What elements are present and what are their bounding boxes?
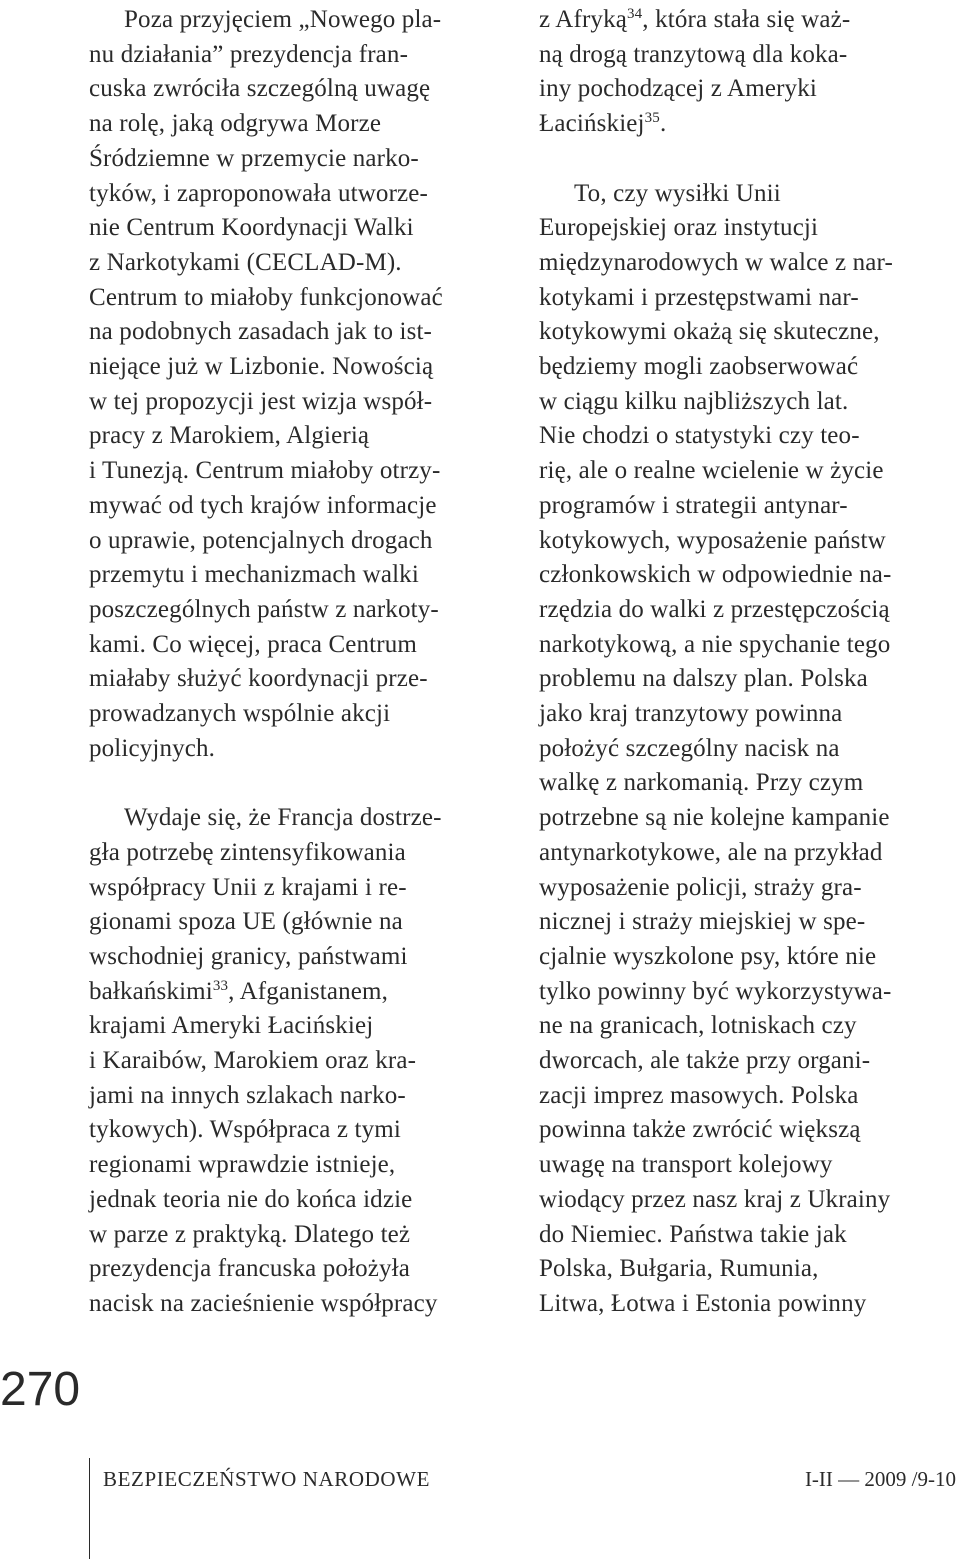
text-line: Polska, Bułgaria, Rumunia, — [539, 1255, 819, 1283]
text-line: powinna także zwrócić większą — [539, 1116, 861, 1144]
text-line: narkotykową, a nie spychanie tego — [539, 630, 891, 658]
text-line: i Karaibów, Marokiem oraz kra- — [89, 1047, 417, 1075]
paragraph-gap — [89, 766, 509, 801]
text-line: przemytu i mechanizmach walki — [89, 561, 419, 589]
text-line: programów i strategii antynar- — [539, 491, 848, 519]
footnote-ref-35[interactable]: 35 — [644, 110, 660, 127]
text-line: na rolę, jaką odgrywa Morze — [89, 110, 382, 138]
text-line: wiodący przez nasz kraj z Ukrainy — [539, 1185, 891, 1213]
text-line: nacisk na zacieśnienie współpracy — [89, 1290, 438, 1317]
text-line: tylko powinny być wykorzystywa- — [539, 977, 892, 1005]
text-line: walkę z narkomanią. Przy czym — [539, 769, 864, 797]
page-number: 270 — [0, 1363, 81, 1416]
text-line: rię, ale o realne wcielenie w życie — [539, 457, 884, 485]
text-line: mywać od tych krajów informacje — [89, 491, 437, 519]
text-line: Poza przyjęciem „Nowego pla- — [124, 6, 442, 33]
text-line: niejące już w Lizbonie. Nowością — [89, 353, 434, 381]
text-line: współpracy Unii z krajami i re- — [89, 873, 407, 901]
text-line: problemu na dalszy plan. Polska — [539, 665, 868, 693]
text-line: w ciągu kilku najbliższych lat. — [539, 387, 849, 415]
text-line: do Niemiec. Państwa takie jak — [539, 1220, 847, 1248]
text-line: ne na granicach, lotniskach czy — [539, 1012, 857, 1040]
text-line: kotykami i przestępstwami nar- — [539, 283, 859, 311]
text-line: kami. Co więcej, praca Centrum — [89, 630, 417, 658]
text-line: regionami wprawdzie istnieje, — [89, 1151, 396, 1179]
text-line: Wydaje się, że Francja dostrze- — [124, 804, 442, 832]
text-line: kotykowymi okażą się skuteczne, — [539, 318, 880, 346]
text-line: gła potrzebę zintensyfikowania — [89, 838, 406, 866]
text-fragment: , która stała się waż- — [642, 6, 851, 33]
text-line: cjalnie wyszkolone psy, które nie — [539, 942, 877, 970]
text-line: rzędzia do walki z przestępczością — [539, 595, 890, 623]
text-line: prowadzanych wspólnie akcji — [89, 700, 391, 728]
text-line: potrzebne są nie kolejne kampanie — [539, 804, 890, 832]
text-line: nie Centrum Koordynacji Walki — [89, 214, 414, 242]
text-line: w tej propozycji jest wizja współ- — [89, 387, 433, 415]
left-column — [89, 0, 509, 1322]
text-line: członkowskich w odpowiednie na- — [539, 561, 892, 589]
footer-issue: I-II — 2009 /9-10 — [804, 1467, 956, 1491]
text-line: antynarkotykowe, ale na przykład — [539, 838, 883, 866]
paragraph-gap — [539, 142, 960, 177]
text-line: jami na innych szlakach narko- — [89, 1081, 406, 1109]
text-line: wschodniej granicy, państwami — [89, 942, 408, 970]
text-line: będziemy mogli zaobserwować — [539, 353, 859, 381]
text-fragment: bałkańskimi — [89, 977, 213, 1005]
text-fragment: . — [659, 110, 667, 138]
text-line: policyjnych. — [89, 734, 216, 762]
text-line: Centrum to miałoby funkcjonować — [89, 283, 443, 311]
text-line: iny pochodzącej z Ameryki — [539, 75, 817, 103]
text-line: poszczególnych państw z narkoty- — [89, 595, 439, 623]
text-line: cuska zwróciła szczególną uwagę — [89, 75, 431, 103]
footer-journal-title: BEZPIECZEŃSTWO NARODOWE — [103, 1467, 431, 1491]
text-line: nicznej i straży miejskiej w spe- — [539, 908, 866, 936]
text-fragment: Łacińskiej — [539, 110, 645, 138]
text-fragment: , Afganistanem, — [228, 977, 389, 1005]
footnote-ref-33[interactable]: 33 — [212, 977, 229, 994]
text-line: tykowych). Współpraca z tymi — [89, 1116, 401, 1144]
text-line: w parze z praktyką. Dlatego też — [89, 1220, 411, 1248]
text-line: krajami Ameryki Łacińskiej — [89, 1012, 374, 1040]
text-fragment: z Afryką — [539, 6, 627, 33]
paragraph-france-cooperation — [89, 801, 509, 1322]
text-line: nu działania” prezydencja fran- — [89, 40, 409, 68]
text-line-footnote — [539, 3, 960, 38]
text-line: o uprawie, potencjalnych drogach — [89, 526, 433, 554]
text-line: Nie chodzi o statystyki czy teo- — [539, 422, 860, 450]
text-line: gionami spoza UE (głównie na — [89, 908, 403, 936]
text-line: tyków, i zaproponowała utworze- — [89, 179, 429, 207]
text-line: kotykowych, wyposażenie państw — [539, 526, 886, 554]
text-line: i Tunezją. Centrum miałoby otrzy- — [89, 457, 441, 485]
text-line: położyć szczególny nacisk na — [539, 734, 840, 762]
paragraph-cecladm — [89, 3, 509, 766]
text-line: pracy z Marokiem, Algierią — [89, 422, 370, 450]
text-line: Europejskiej oraz instytucji — [539, 214, 819, 242]
text-line: jednak teoria nie do końca idzie — [89, 1185, 413, 1213]
text-line: ną drogą tranzytową dla koka- — [539, 40, 848, 68]
paragraph-africa-continuation — [539, 3, 960, 142]
text-line: dworcach, ale także przy organi- — [539, 1047, 871, 1075]
text-line: zacji imprez masowych. Polska — [539, 1081, 859, 1109]
text-line: uwagę na transport kolejowy — [539, 1151, 833, 1179]
text-line-footnote — [89, 975, 509, 1010]
right-column — [539, 0, 960, 1322]
text-line: To, czy wysiłki Unii — [574, 179, 781, 207]
text-line: z Narkotykami (CECLAD-M). — [89, 248, 402, 276]
footer-divider — [89, 1458, 90, 1559]
text-line: prezydencja francuska położyła — [89, 1255, 411, 1283]
text-line-footnote — [539, 107, 960, 142]
text-line: międzynarodowych w walce z nar- — [539, 248, 893, 276]
text-line: Śródziemne w przemycie narko- — [89, 144, 419, 172]
text-line: wyposażenie policji, straży gra- — [539, 873, 862, 901]
text-line: na podobnych zasadach jak to ist- — [89, 318, 433, 346]
text-line: Litwa, Łotwa i Estonia powinny — [539, 1290, 867, 1317]
footnote-ref-34[interactable]: 34 — [626, 6, 643, 22]
text-line: miałaby służyć koordynacji prze- — [89, 665, 428, 693]
paragraph-eu-effectiveness — [539, 177, 960, 1322]
text-line: jako kraj tranzytowy powinna — [539, 700, 843, 728]
